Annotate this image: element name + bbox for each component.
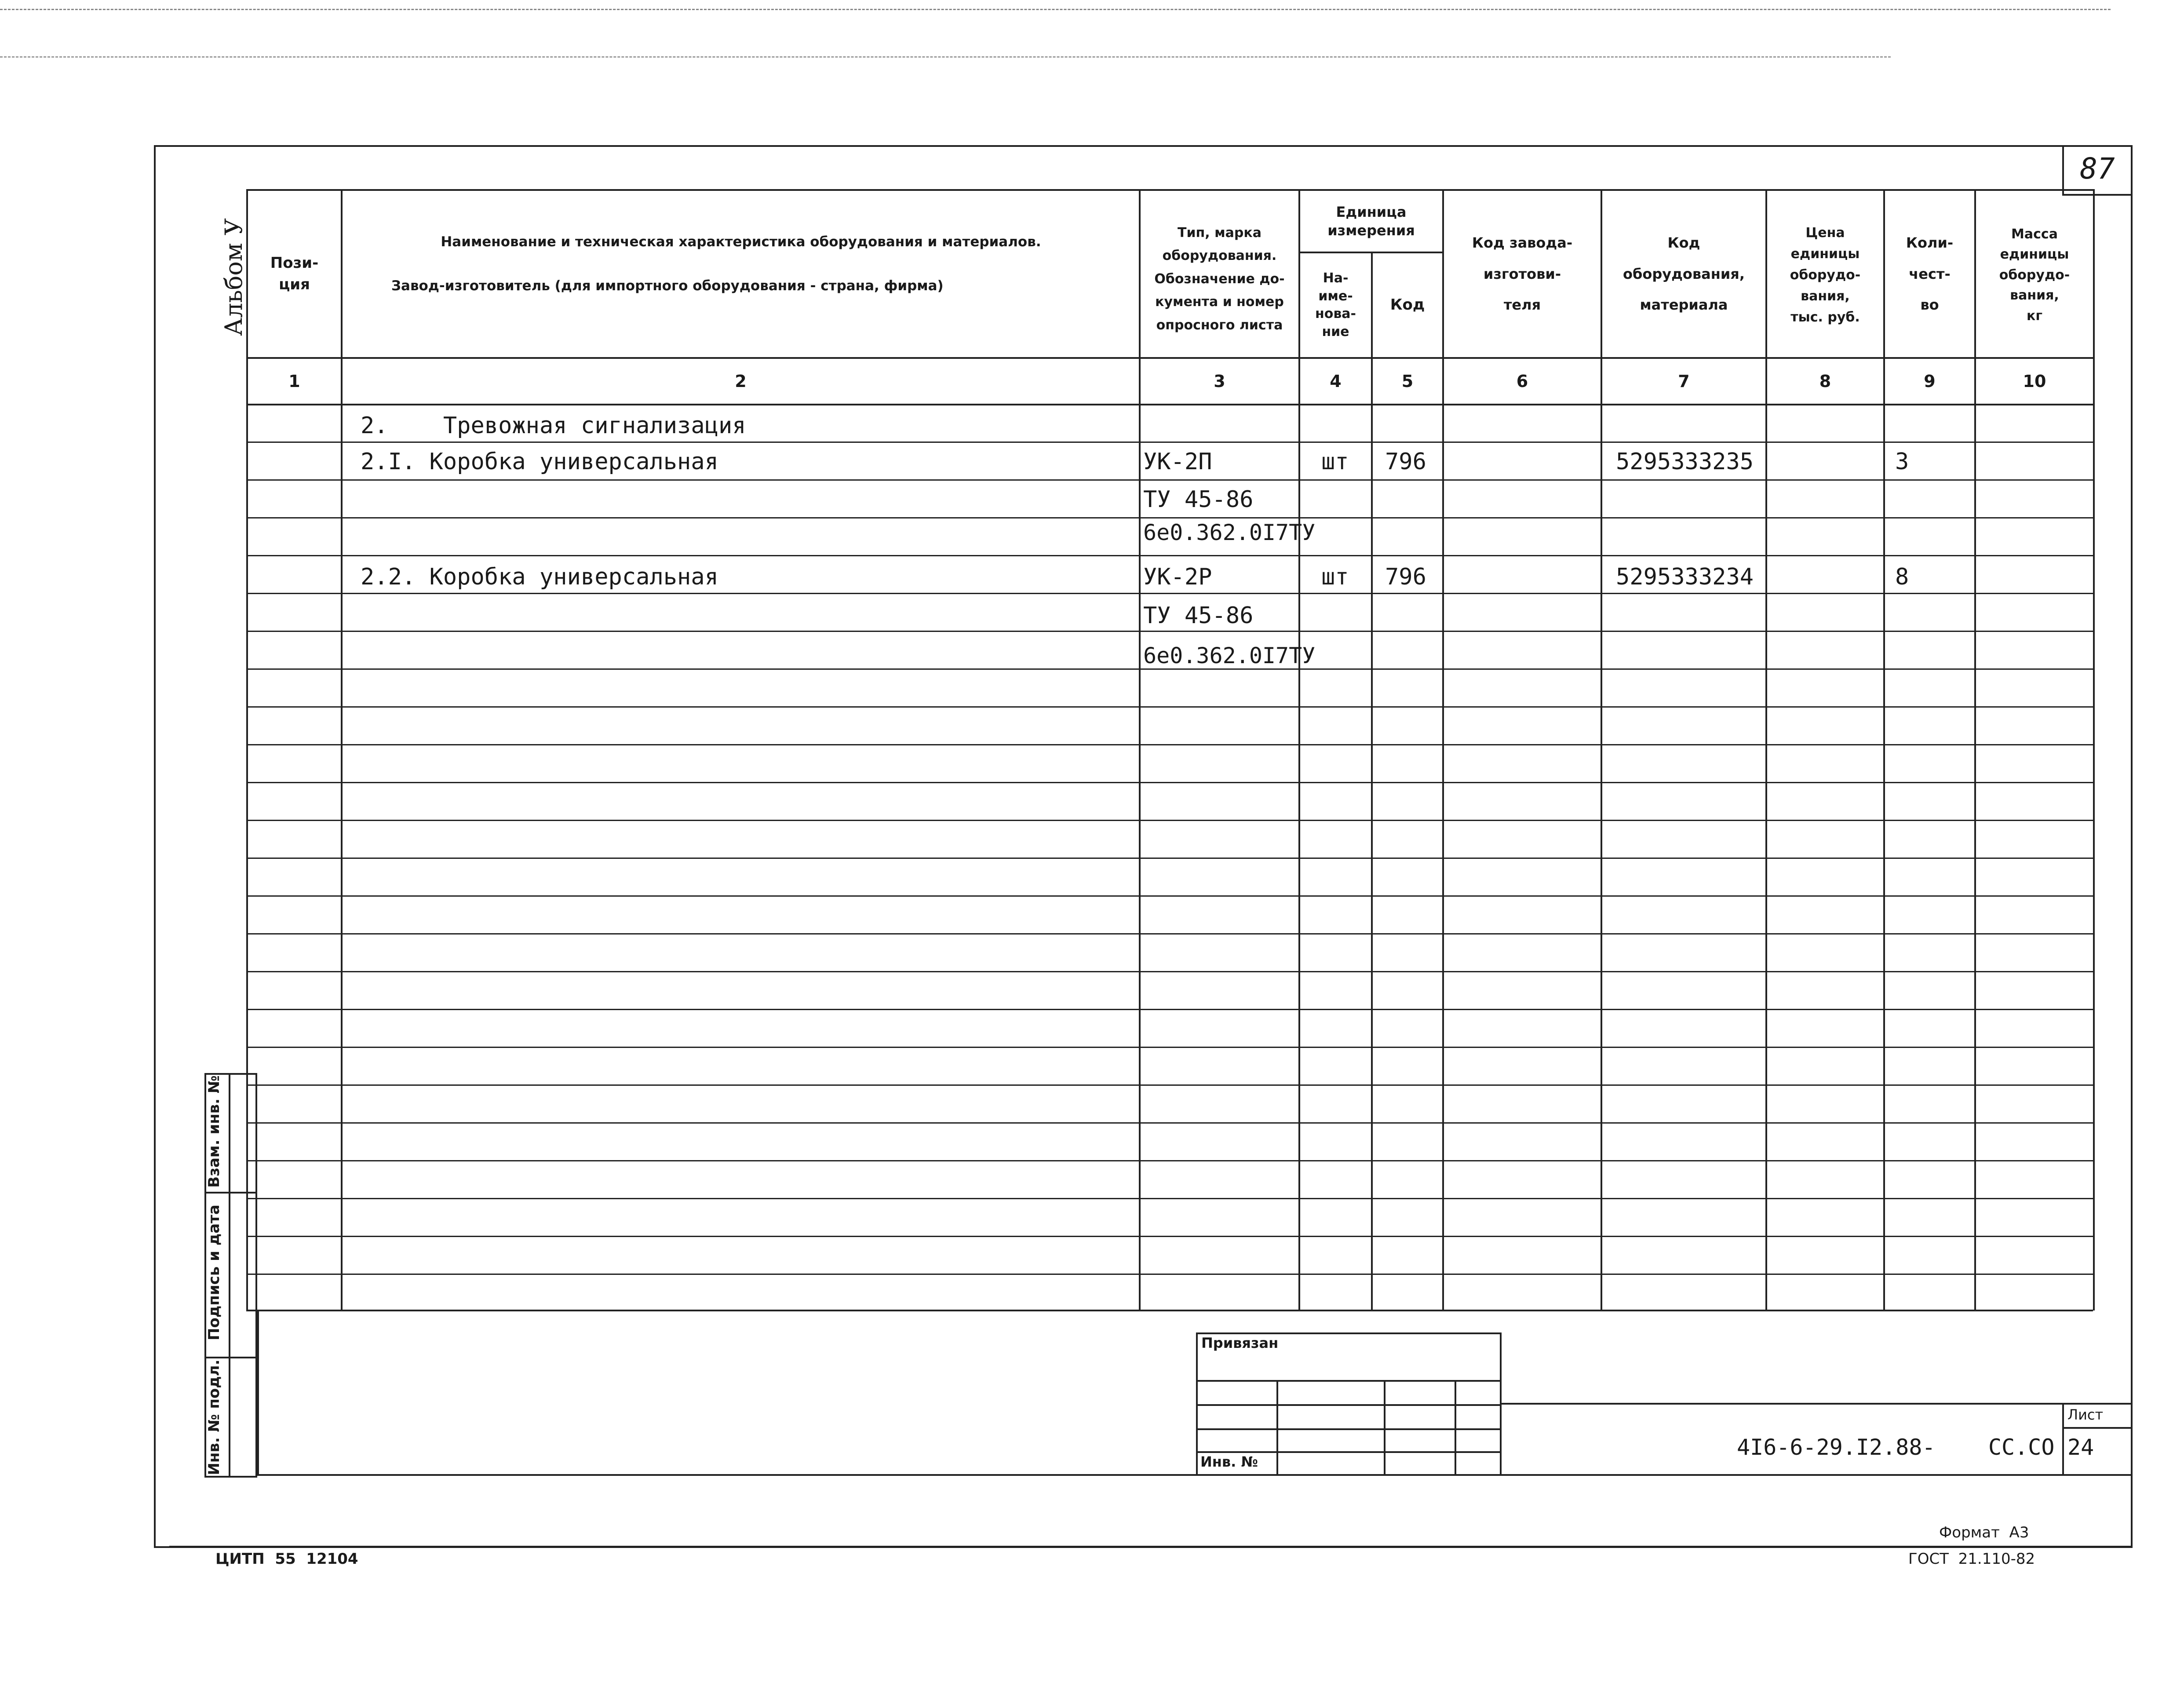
col-line-7 (1765, 189, 1767, 1310)
row-line (246, 442, 2093, 443)
privyazan-v3 (1455, 1380, 1456, 1476)
col-line-10 (2093, 189, 2095, 1310)
colnum-bottom-line (246, 404, 2093, 405)
row-line (246, 1236, 2093, 1237)
header-mass: Масса единицы оборудо- вания, кг (1999, 226, 2070, 324)
footer-gost: ГОСТ 21.110-82 (1908, 1550, 2035, 1568)
row-3-type: 6е0.362.0I7ТУ (1143, 520, 1316, 545)
col-number-5: 5 (1401, 372, 1414, 391)
list-number: 24 (2067, 1435, 2094, 1460)
header-factory-code: Код завода- изготови- теля (1472, 234, 1573, 314)
row-line (246, 1084, 2093, 1086)
col-line-2 (1139, 189, 1141, 1310)
row-0-name: 2. Тревожная сигнализация (361, 412, 746, 439)
col-number-8: 8 (1819, 372, 1831, 391)
header-name-line2: Завод-изготовитель (для импортного оборудования - страна, фирма) (391, 277, 944, 294)
scan-artifact-top2 (0, 56, 1891, 62)
col-line-8 (1883, 189, 1885, 1310)
row-line (246, 479, 2093, 481)
scan-artifact-top (0, 9, 2111, 15)
header-price: Цена единицы оборудо- вания, тыс. руб. (1790, 225, 1861, 325)
row-line (246, 706, 2093, 708)
row-line (246, 1009, 2093, 1010)
row-line (246, 631, 2093, 632)
title-block-left (257, 1310, 259, 1476)
col-line-6 (1601, 189, 1602, 1310)
row-4-equip-code: 5295333234 (1616, 564, 1754, 590)
row-line (246, 517, 2093, 518)
col-line-9 (1974, 189, 1976, 1310)
vzam-inv-label: Взам. инв. № (205, 1075, 223, 1188)
header-unit-code: Код (1390, 296, 1425, 314)
document-code: 4I6-6-29.I2.88- СС.СО (1737, 1435, 2055, 1460)
col-number-9: 9 (1924, 372, 1936, 391)
list-box-divider (2062, 1427, 2133, 1429)
header-quantity: Коли- чест- во (1906, 234, 1954, 314)
title-block-bottom (257, 1474, 2133, 1476)
row-line (246, 1198, 2093, 1199)
row-1-type: УК-2П (1143, 449, 1212, 475)
row-4-unit-code: 796 (1385, 564, 1426, 590)
row-6-type: 6е0.362.0I7ТУ (1143, 643, 1316, 668)
row-1-equip-code: 5295333235 (1616, 449, 1754, 475)
row-line (246, 593, 2093, 594)
row-line (246, 858, 2093, 859)
col-line-4 (1371, 252, 1373, 1310)
row-4-name: 2.2. Коробка универсальная (361, 564, 718, 590)
row-1-qty: 3 (1895, 449, 1909, 475)
list-label: Лист (2067, 1406, 2104, 1423)
row-line (246, 782, 2093, 783)
header-unit-name: На- име- нова- ние (1315, 270, 1356, 339)
col-number-6: 6 (1516, 372, 1528, 391)
row-line (246, 1160, 2093, 1161)
podpis-data-label: Подпись и дата (205, 1205, 223, 1340)
inv-podl-label: Инв. № подл. (205, 1359, 223, 1475)
table-top-line (246, 189, 2093, 191)
row-1-unit: шт (1321, 449, 1349, 475)
row-5-type: ТУ 45-86 (1143, 602, 1254, 629)
header-name-line1: Наименование и техническая характеристика оборудования и материалов. (441, 234, 1041, 250)
col-line-1 (341, 189, 343, 1310)
row-line (246, 668, 2093, 670)
col-line-3 (1298, 189, 1300, 1310)
footer-format: Формат А3 (1939, 1524, 2029, 1541)
code-block-top (1502, 1403, 2133, 1405)
row-line (246, 1047, 2093, 1048)
row-line (246, 820, 2093, 821)
header-type: Тип, марка оборудования. Обозначение до- кумента и номер опросного листа (1154, 225, 1285, 333)
header-unit-title: Единица измерения (1327, 204, 1415, 239)
row-line (246, 1274, 2093, 1275)
footer-citp: ЦИТП 55 12104 (215, 1550, 358, 1568)
inv-no-label: Инв. № (1200, 1453, 1258, 1470)
row-line (246, 933, 2093, 934)
row-1-name: 2.I. Коробка универсальная (361, 449, 718, 475)
col-line-5 (1442, 189, 1444, 1310)
row-1-unit-code: 796 (1385, 449, 1426, 475)
row-4-type: УК-2Р (1143, 564, 1212, 590)
col-number-10: 10 (2023, 372, 2046, 391)
page-number: 87 (2080, 152, 2115, 186)
row-4-qty: 8 (1895, 564, 1909, 590)
row-line (246, 555, 2093, 556)
album-label: Альбом У (220, 218, 248, 336)
row-line (246, 1122, 2093, 1124)
privyazan-v2 (1384, 1380, 1386, 1476)
col-number-7: 7 (1678, 372, 1690, 391)
col-number-4: 4 (1330, 372, 1342, 391)
privyazan-v1 (1276, 1380, 1278, 1476)
col-number-3: 3 (1214, 372, 1225, 391)
side-stamp-divider (229, 1073, 230, 1478)
row-line (246, 895, 2093, 897)
col-number-2: 2 (735, 372, 747, 391)
col-number-1: 1 (288, 372, 300, 391)
header-position: Пози- ция (270, 254, 319, 293)
table-bottom-line (246, 1310, 2093, 1311)
list-box-left (2062, 1403, 2064, 1474)
privyazan-label: Привязан (1201, 1335, 1279, 1351)
row-4-unit: шт (1321, 564, 1349, 590)
sheet-bottom-line (169, 1546, 2133, 1548)
side-stamp-h1 (204, 1192, 257, 1194)
row-2-type: ТУ 45-86 (1143, 486, 1254, 513)
row-line (246, 971, 2093, 972)
row-line (246, 744, 2093, 745)
header-equipment-code: Код оборудования, материала (1623, 234, 1745, 314)
